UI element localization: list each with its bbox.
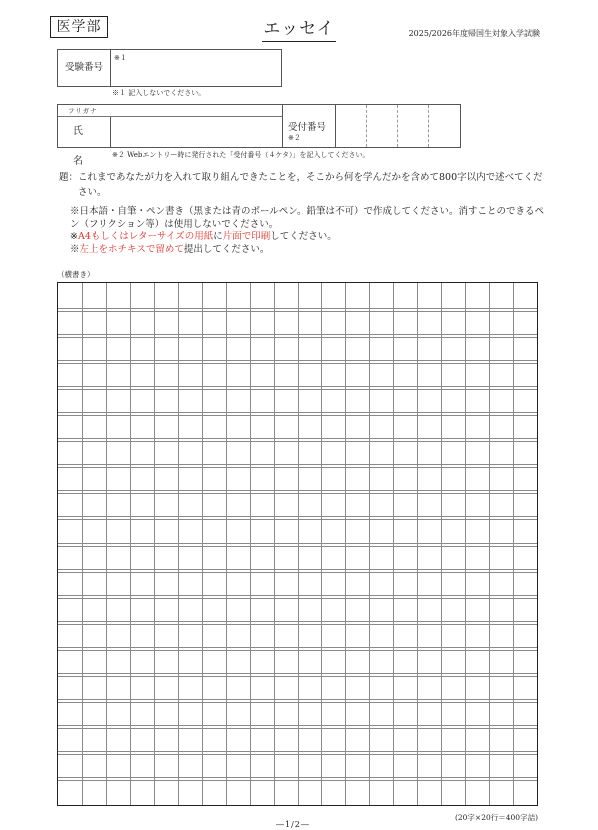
grid-row-line bbox=[58, 311, 537, 312]
grid-column-line bbox=[369, 283, 370, 805]
instruction-line: ※日本語・自筆・ペン書き（黒または青のボールペン。鉛筆は不可）で作成してください。消すことのできるペン（フリクション等）は使用しないでください。 bbox=[70, 206, 545, 230]
grid-column-line bbox=[226, 283, 227, 805]
grid-row-line bbox=[58, 467, 537, 468]
grid-row-line bbox=[58, 624, 537, 625]
receipt-number-divider bbox=[335, 105, 336, 147]
grid-row-line bbox=[58, 598, 537, 599]
exam-name: 2025/2026年度帰国生対象入学試験 bbox=[408, 29, 540, 38]
grid-row-line bbox=[58, 490, 537, 491]
grid-row-line bbox=[58, 751, 537, 752]
receipt-digit-divider bbox=[366, 105, 367, 147]
grid-row-line bbox=[58, 676, 537, 677]
grid-row-line bbox=[58, 464, 537, 465]
grid-column-line bbox=[465, 283, 466, 805]
grid-row-line bbox=[58, 334, 537, 335]
receipt-number-note: ※２ Webエントリー時に発行された「受付番号（４ケタ）」を記入してください。 bbox=[112, 151, 370, 159]
grid-row-line bbox=[58, 519, 537, 520]
grid-row-line bbox=[58, 360, 537, 361]
page-title: エッセイ bbox=[262, 14, 336, 42]
name-column-divider bbox=[282, 105, 283, 147]
question bbox=[59, 170, 549, 200]
grid-column-line bbox=[178, 283, 179, 805]
instruction-text: に bbox=[213, 231, 223, 242]
exam-number-box bbox=[57, 49, 282, 87]
grid-column-line bbox=[513, 283, 514, 805]
grid-row-line bbox=[58, 595, 537, 596]
furigana-row bbox=[58, 105, 282, 117]
grid-column-line bbox=[489, 283, 490, 805]
exam-number-note: ※１ 記入しないでください。 bbox=[112, 89, 206, 97]
writing-direction-label: （横書き） bbox=[57, 270, 95, 279]
grid-row-line bbox=[58, 493, 537, 494]
instructions bbox=[70, 206, 550, 256]
grid-row-line bbox=[58, 441, 537, 442]
instruction-highlight: A4もしくはレターサイズの用紙 bbox=[77, 231, 214, 242]
grid-row-line bbox=[58, 438, 537, 439]
grid-row-line bbox=[58, 412, 537, 413]
grid-row-line bbox=[58, 415, 537, 416]
instruction-mark: ※ bbox=[70, 231, 78, 242]
grid-column-line bbox=[274, 283, 275, 805]
instruction-line bbox=[70, 244, 550, 257]
grid-row-line bbox=[58, 572, 537, 573]
instruction-mark: ※ bbox=[70, 243, 80, 255]
department-label: 医学部 bbox=[50, 16, 108, 38]
grid-row-line bbox=[58, 546, 537, 547]
question-prefix: 題： bbox=[59, 172, 79, 183]
grid-row-line bbox=[58, 650, 537, 651]
grid-column-line bbox=[250, 283, 251, 805]
grid-row-line bbox=[58, 699, 537, 700]
grid-row-line bbox=[58, 777, 537, 778]
grid-row-line bbox=[58, 780, 537, 781]
grid-row-line bbox=[58, 702, 537, 703]
grid-row-line bbox=[58, 754, 537, 755]
grid-column-line bbox=[154, 283, 155, 805]
grid-column-line bbox=[441, 283, 442, 805]
instruction-highlight: 左上をホチキスで留めて bbox=[79, 243, 184, 255]
grid-column-line bbox=[321, 283, 322, 805]
grid-column-line bbox=[298, 283, 299, 805]
receipt-number-label: 受付番号 bbox=[288, 122, 327, 133]
grid-column-line bbox=[82, 283, 83, 805]
grid-row-line bbox=[58, 337, 537, 338]
grid-column-line bbox=[393, 283, 394, 805]
grid-column-line bbox=[106, 283, 107, 805]
grid-row-line bbox=[58, 673, 537, 674]
grid-row-line bbox=[58, 516, 537, 517]
grid-row-line bbox=[58, 543, 537, 544]
instruction-highlight: 片面で印刷 bbox=[222, 231, 271, 242]
furigana-label: フリガナ bbox=[68, 107, 98, 115]
name-label bbox=[58, 117, 117, 167]
instruction-text: 提出してください。 bbox=[183, 243, 270, 255]
page-number: ―1/2― bbox=[276, 820, 310, 829]
grid-column-line bbox=[202, 283, 203, 805]
instruction-text: してください。 bbox=[270, 231, 337, 242]
grid-column-line bbox=[130, 283, 131, 805]
grid-column-line bbox=[417, 283, 418, 805]
grid-row-line bbox=[58, 728, 537, 729]
grid-row-line bbox=[58, 621, 537, 622]
grid-row-line bbox=[58, 389, 537, 390]
grid-capacity-note: (20字×20行＝400字詰) bbox=[454, 813, 538, 822]
grid-column-line bbox=[345, 283, 346, 805]
question-text: これまであなたが力を入れて取り組んできたことを，そこから何を学んだかを含めて800字以内で述べてください。 bbox=[78, 172, 543, 198]
receipt-digit-divider bbox=[397, 105, 398, 147]
name-label-text: 氏 名 bbox=[73, 126, 117, 167]
receipt-digit-divider bbox=[428, 105, 429, 147]
grid-row-line bbox=[58, 647, 537, 648]
grid-row-line bbox=[58, 308, 537, 309]
grid-row-line bbox=[58, 725, 537, 726]
receipt-number-mark: ※２ bbox=[288, 134, 301, 142]
grid-row-line bbox=[58, 569, 537, 570]
exam-number-label: 受験番号 bbox=[58, 50, 111, 86]
grid-row-line bbox=[58, 386, 537, 387]
exam-number-mark: ※１ bbox=[114, 54, 127, 62]
grid-row-line bbox=[58, 363, 537, 364]
manuscript-grid[interactable] bbox=[57, 282, 538, 806]
instruction-line bbox=[70, 231, 550, 244]
